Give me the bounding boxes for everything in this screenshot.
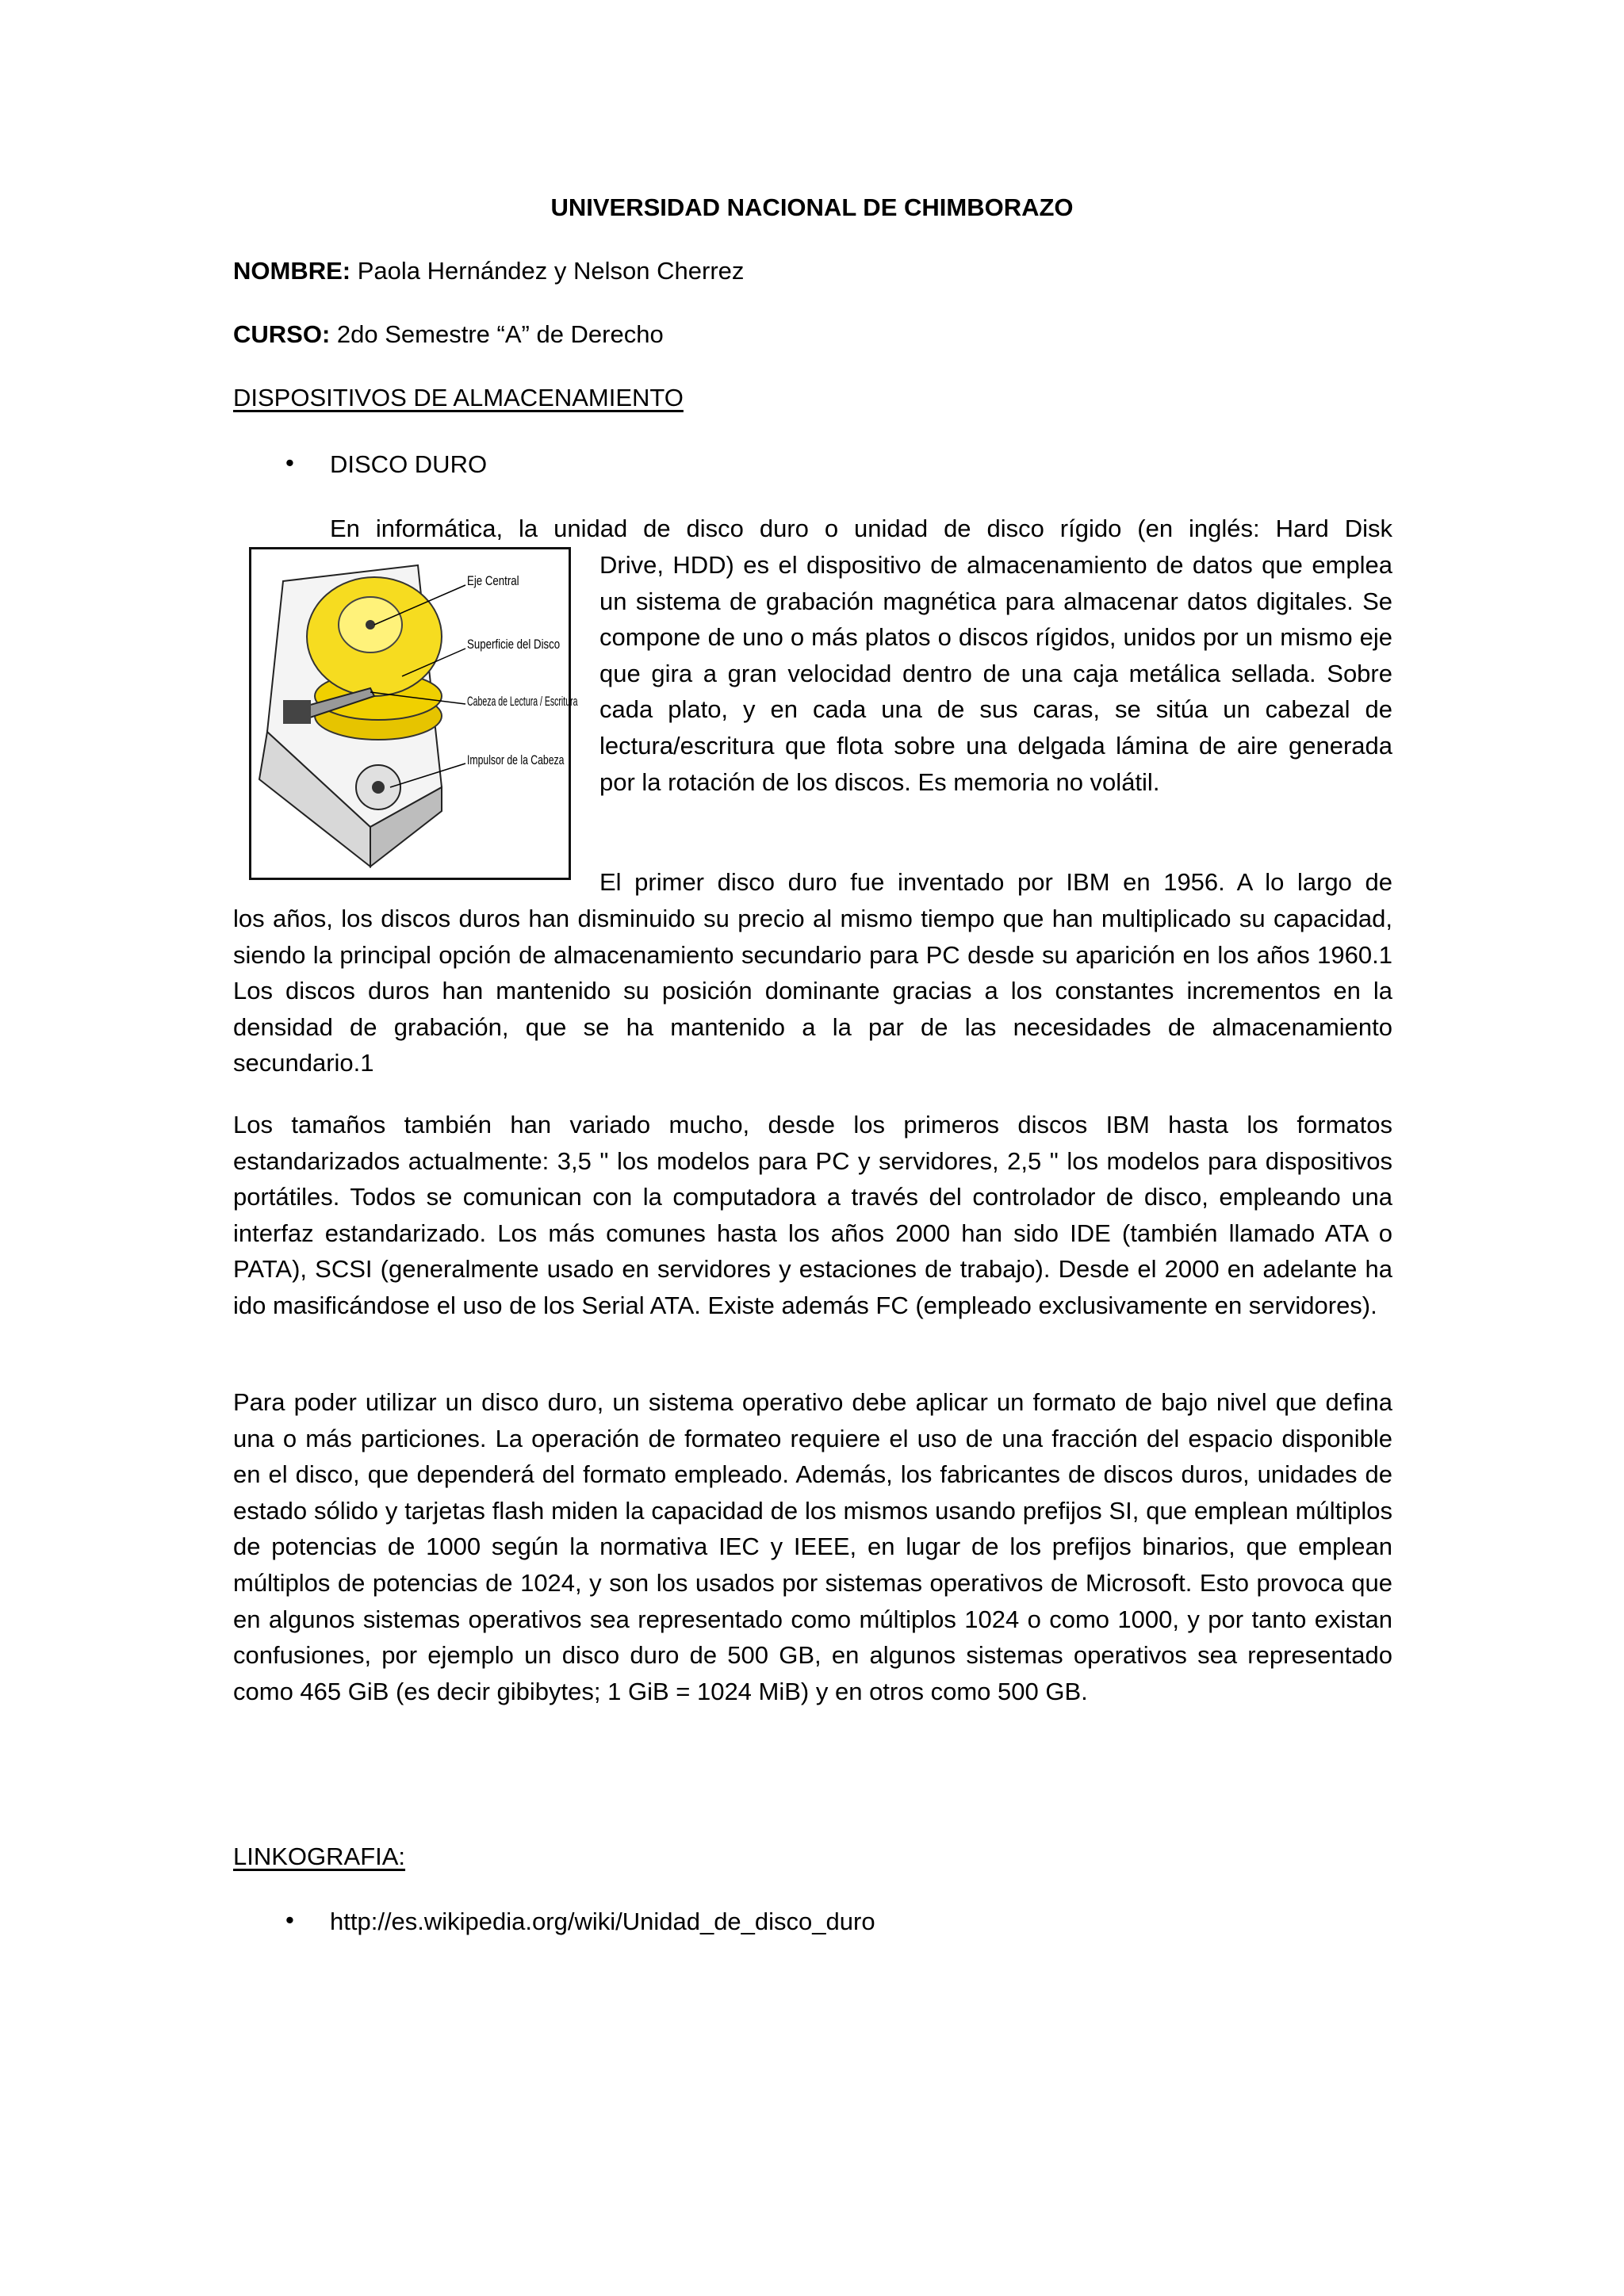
label-eje-central: Eje Central — [467, 573, 519, 588]
actuator-block — [283, 700, 311, 724]
section-heading: DISPOSITIVOS DE ALMACENAMIENTO — [233, 384, 684, 411]
hard-disk-diagram — [249, 547, 578, 880]
spindle-axis — [366, 620, 375, 629]
curso-line — [233, 320, 664, 349]
hard-disk-illustration — [251, 549, 569, 878]
nombre-line — [233, 257, 744, 285]
nombre-label: NOMBRE: — [233, 257, 351, 285]
university-title: UNIVERSIDAD NACIONAL DE CHIMBORAZO — [550, 193, 1074, 221]
bullet-icon: • — [285, 449, 294, 476]
nombre-value: Paola Hernández y Nelson Cherrez — [357, 257, 745, 285]
paragraph-2-body: los años, los discos duros han disminuido su precio al mismo tiempo que han multiplicado su capacidad, siendo la principal opción de almacenamiento secundario para PC desde su aparición en los años 1960.1 Los discos duros han mantenido su posición dominante gracias a los constantes incrementos en la densidad de grabación, que se ha mantenido a la par de las necesidades de almacenamiento secundario.1 — [233, 905, 1392, 1077]
label-cabeza-lectura: Cabeza de Lectura / Escritura — [467, 694, 578, 709]
linkografia-heading: LINKOGRAFIA: — [233, 1843, 406, 1870]
label-superficie-disco: Superficie del Disco — [467, 637, 561, 652]
bullet-icon: • — [285, 1906, 294, 1934]
curso-value: 2do Semestre “A” de Derecho — [336, 320, 664, 348]
paragraph-3: Los tamaños también han variado mucho, desde los primeros discos IBM hasta los formatos estandarizados actualmente: 3,5 " los modelos para PC y servidores, 2,5 " los modelos para dispositivos portátiles. Todos se comunican con la computadora a través del controlador de disco, empleando una interfaz estandarizado. Los más comunes hasta los años 2000 han sido IDE (también llamado ATA o PATA), SCSI (generalmente usado en servidores y estaciones de trabajo). Desde el 2000 en adelante ha ido masificándose el uso de los Serial ATA. Existe además FC (empleado exclusivamente en servidores). — [233, 1111, 1392, 1319]
paragraph-1-first-line: En informática, la unidad de disco duro o unidad de disco rígido (en inglés: Hard Disk — [330, 515, 1392, 542]
link-wikipedia[interactable]: http://es.wikipedia.org/wiki/Unidad_de_disco_duro — [330, 1908, 875, 1935]
curso-label: CURSO: — [233, 320, 331, 348]
bullet-disco-duro: DISCO DURO — [330, 450, 488, 478]
label-impulsor-cabeza: Impulsor de la Cabeza — [467, 752, 565, 767]
paragraph-4: Para poder utilizar un disco duro, un sistema operativo debe aplicar un formato de bajo nivel que defina una o más particiones. La operación de formateo requiere el uso de una fracción del espacio disponible en el disco, que dependerá del formato empleado. Además, los fabricantes de discos duros, unidades de estado sólido y tarjetas flash miden la capacidad de los mismos usando prefijos SI, que emplean múltiplos de potencias de 1000 según la normativa IEC y IEEE, en lugar de los prefijos binarios, que emplean múltiplos de potencias de 1024, y son los usados por sistemas operativos de Microsoft. Esto provoca que en algunos sistemas operativos sea representado como múltiplos 1024 o como 1000, y por tanto existan confusiones, por ejemplo un disco duro de 500 GB, en algunos sistemas operativos sea representado como 465 GiB (es decir gibibytes; 1 GiB = 1024 MiB) y en otros como 500 GB. — [233, 1388, 1392, 1705]
paragraph-2-first-line: El primer disco duro fue inventado por IBM en 1956. A lo largo de — [599, 868, 1392, 896]
paragraph-1-body: Drive, HDD) es el dispositivo de almacenamiento de datos que emplea un sistema de grabación magnética para almacenar datos digitales. Se compone de uno o más platos o discos rígidos, unidos por un mismo eje que gira a gran velocidad dentro de una caja metálica sellada. Sobre cada plato, y en cada una de sus caras, se sitúa un cabezal de lectura/escritura que flota sobre una delgada lámina de aire generada por la rotación de los discos. Es memoria no volátil. — [599, 551, 1392, 796]
